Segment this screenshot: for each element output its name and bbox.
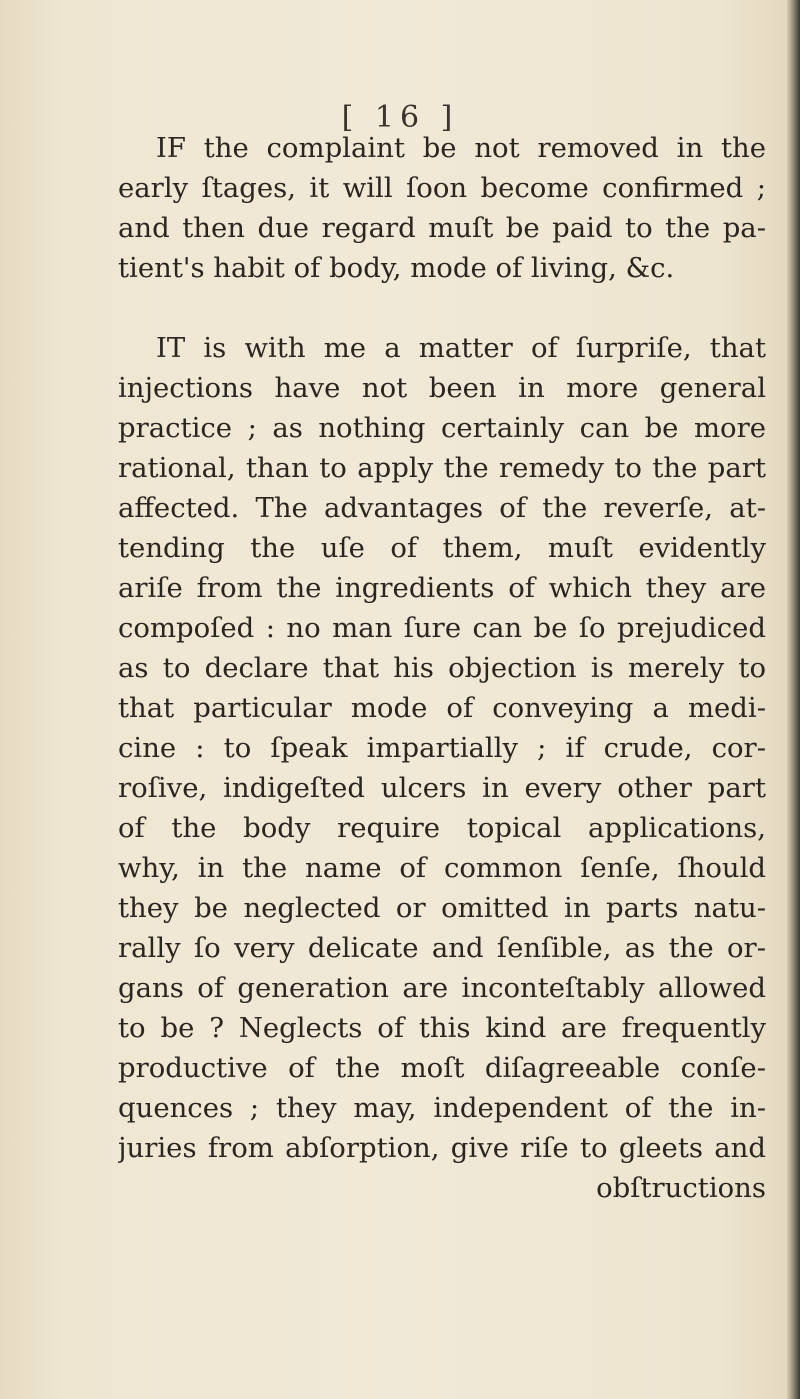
text-line: juries from abſorption, give riſe to gleets and xyxy=(118,1132,766,1164)
text-line: rally ſo very delicate and ſenſible, as the or- xyxy=(118,932,766,964)
paragraph-1 xyxy=(118,128,766,288)
text-line: roſive, indigeſted ulcers in every other part xyxy=(118,772,766,804)
page-edge-shadow xyxy=(786,0,800,1399)
text-line: productive of the moſt diſagreeable conſe- xyxy=(118,1052,766,1084)
page-number: [ 16 ] xyxy=(341,100,459,135)
text-line: IF the complaint be not removed in the xyxy=(156,132,766,164)
text-line: injections have not been in more general xyxy=(118,372,766,404)
text-line: of the body require topical applications, xyxy=(118,812,766,844)
paragraph-gap xyxy=(118,288,766,328)
text-line: why, in the name of common ſenſe, ſhould xyxy=(118,852,766,884)
text-line: they be neglected or omitted in parts natu- xyxy=(118,892,766,924)
text-line: compoſed : no man ſure can be ſo prejudiced xyxy=(118,612,766,644)
body-text xyxy=(118,128,766,1208)
text-line: as to declare that his objection is merely to xyxy=(118,652,766,684)
text-line: early ſtages, it will ſoon become confirmed ; xyxy=(118,172,766,204)
text-line: gans of generation are inconteſtably allowed xyxy=(118,972,766,1004)
text-line: tient's habit of body, mode of living, &c. xyxy=(118,252,675,284)
text-line: to be ? Neglects of this kind are frequently xyxy=(118,1012,766,1044)
text-line: tending the uſe of them, muſt evidently xyxy=(118,532,766,564)
text-line: quences ; they may, independent of the in- xyxy=(118,1092,766,1124)
text-line: rational, than to apply the remedy to the part xyxy=(118,452,766,484)
text-line: and then due regard muſt be paid to the pa- xyxy=(118,212,766,244)
paragraph-2 xyxy=(118,328,766,1168)
text-line: cine : to ſpeak impartially ; if crude, cor- xyxy=(118,732,766,764)
text-line: ariſe from the ingredients of which they are xyxy=(118,572,766,604)
text-line: IT is with me a matter of ſurpriſe, that xyxy=(156,332,766,364)
catchword: obſtructions xyxy=(596,1172,766,1204)
text-line: affected. The advantages of the reverſe, at- xyxy=(118,492,766,524)
text-line: that particular mode of conveying a medi- xyxy=(118,692,766,724)
text-line: practice ; as nothing certainly can be more xyxy=(118,412,766,444)
